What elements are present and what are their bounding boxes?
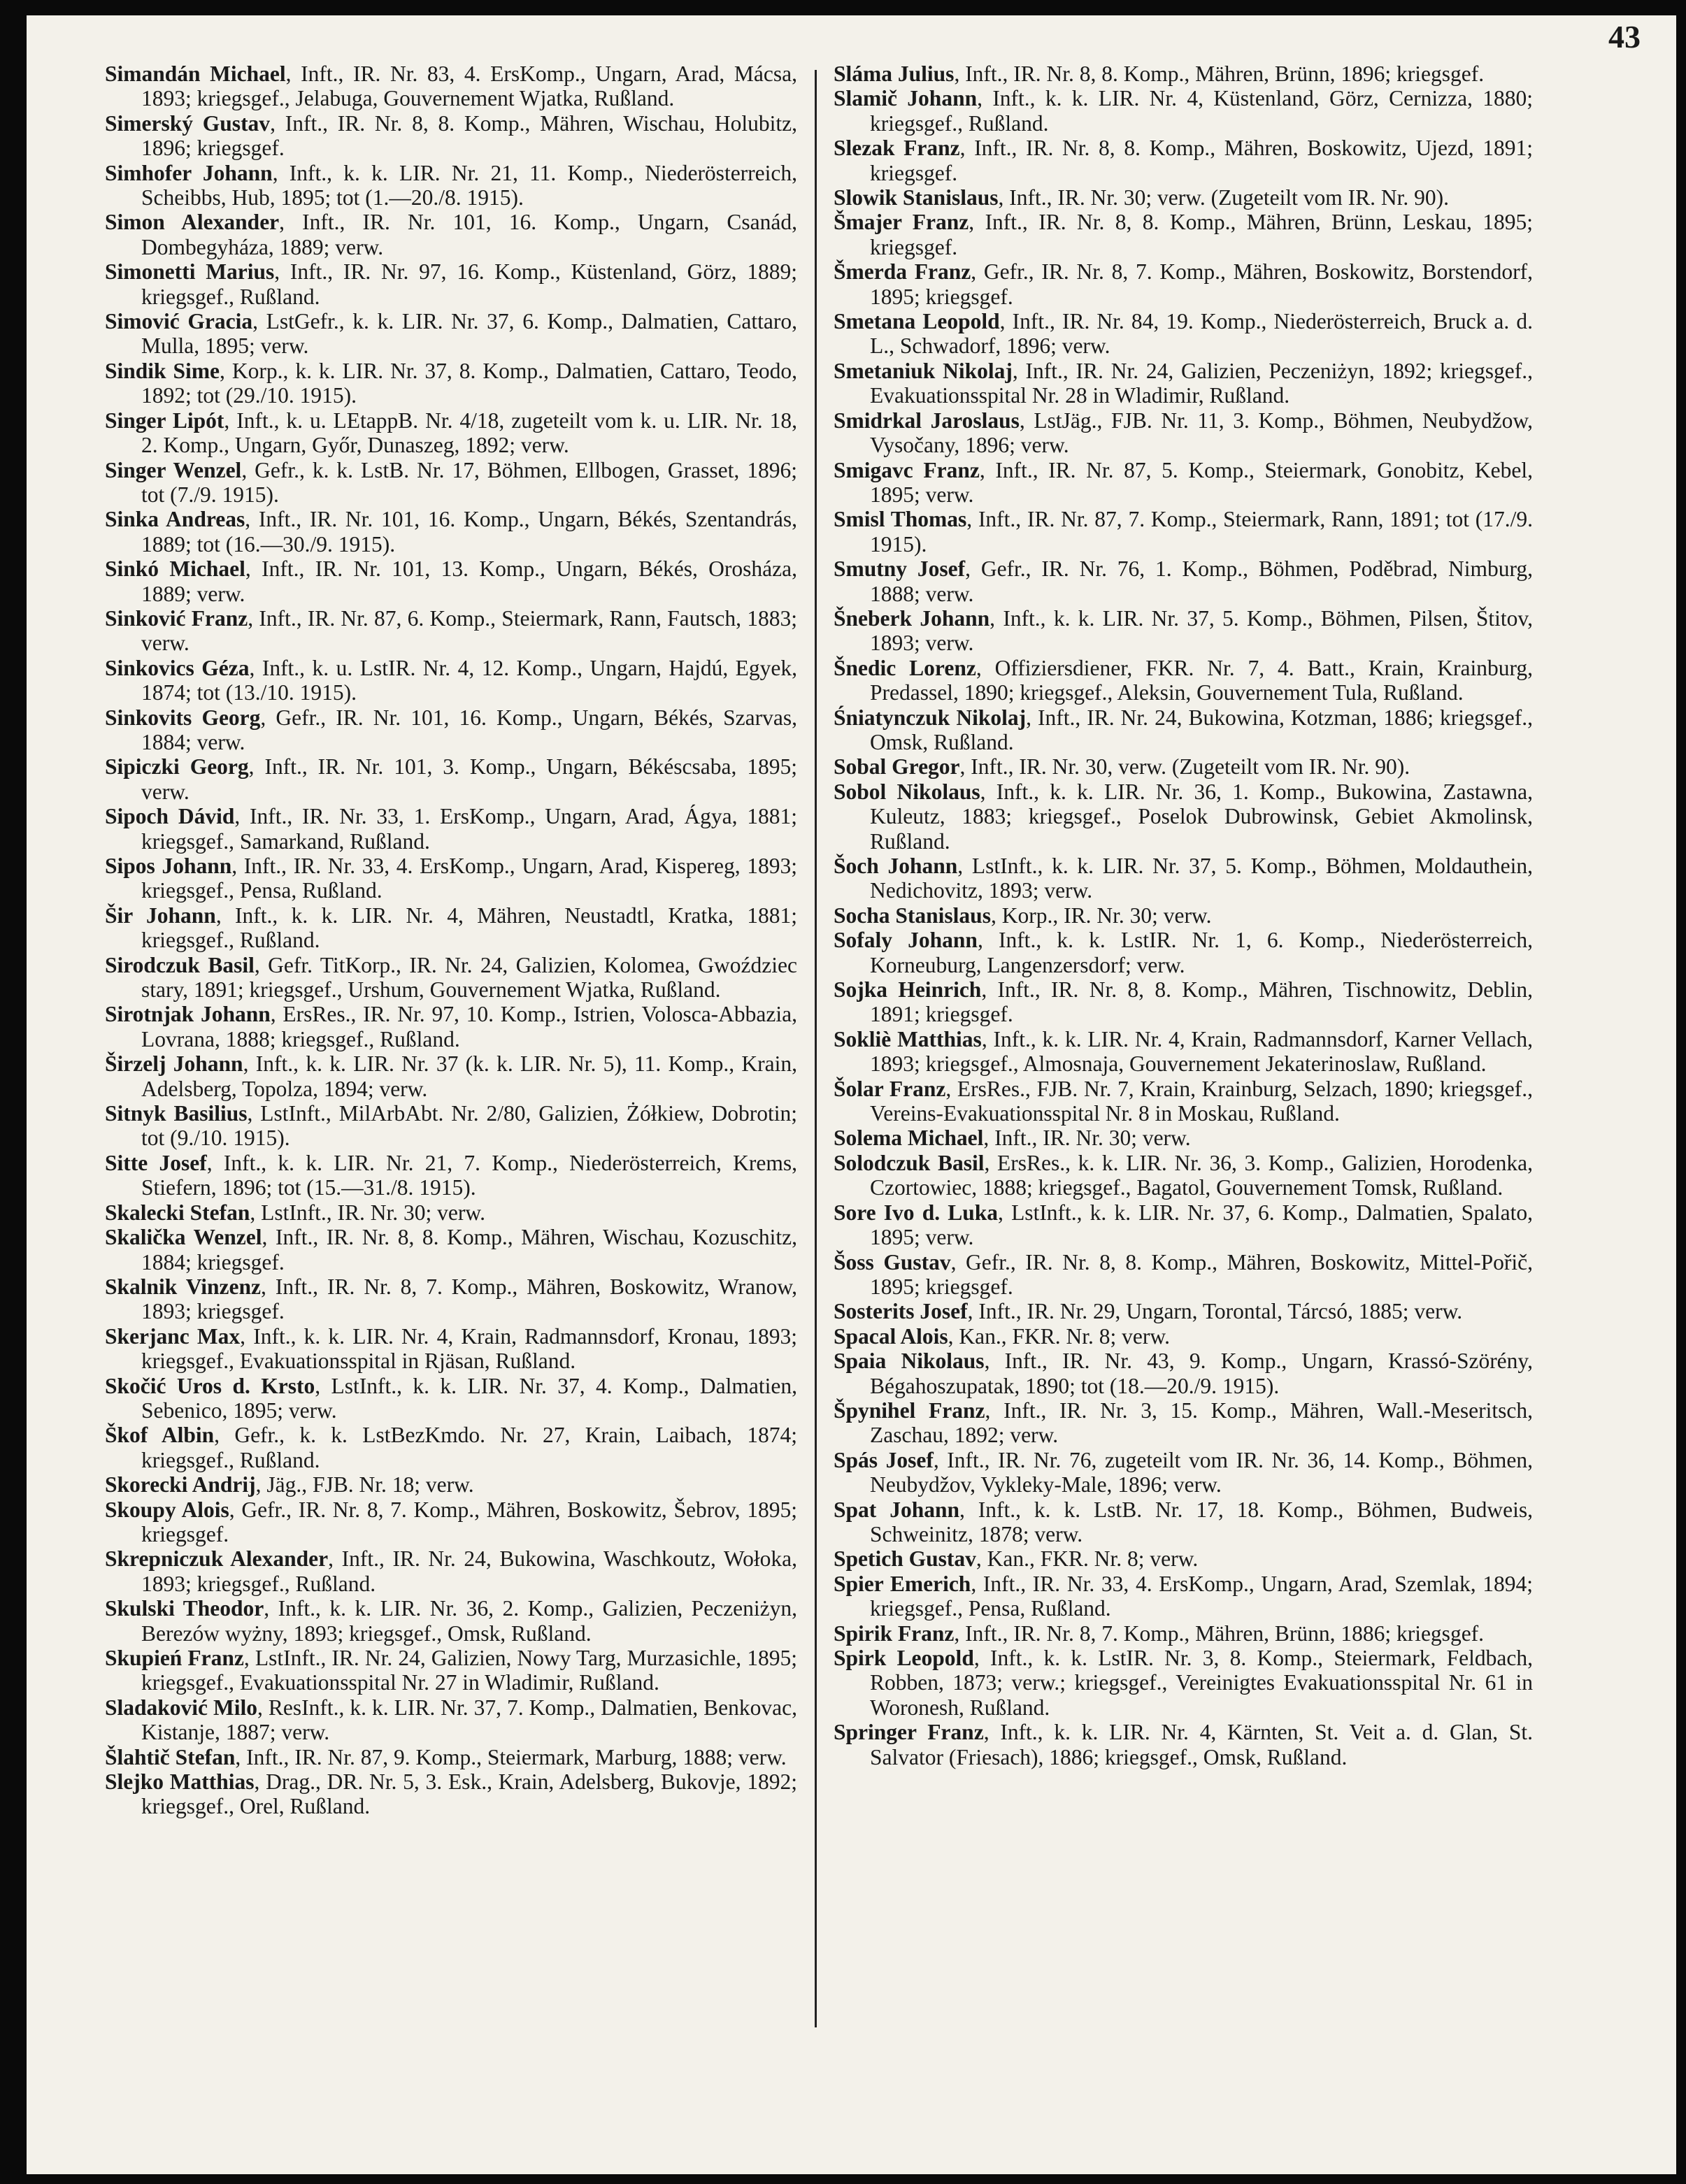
entry-name: Sobol Nikolaus [834,779,980,804]
entry-details: , Inft., IR. Nr. 33, 4. ErsKomp., Ungarn, Arad, Kispereg, 1893; kriegsgef., Pensa, Rußland. [141,854,797,903]
list-entry [834,606,1533,656]
entry-name: Simandán Michael [105,62,286,86]
entry-details: , Inft., k. k. LIR. Nr. 4, Küstenland, Görz, Cernizza, 1880; kriegsgef., Rußland. [870,86,1533,136]
entry-name: Spirik Franz [834,1621,955,1646]
entry-name: Spirk Leopold [834,1646,974,1670]
entry-details: , Gefr., IR. Nr. 76, 1. Komp., Böhmen, Poděbrad, Nimburg, 1888; verw. [870,556,1534,606]
list-entry [834,309,1533,359]
entry-details: , Inft., IR. Nr. 30; verw. [983,1126,1191,1151]
list-entry [105,804,797,854]
list-entry [834,1572,1533,1621]
entry-name: Skalecki Stefan [105,1200,250,1225]
list-entry [105,705,797,755]
scan-border-bottom [0,2174,1686,2184]
entry-name: Springer Franz [834,1720,984,1745]
entry-name: Šoss Gustav [834,1249,951,1274]
entry-details: , Inft., IR. Nr. 24, Bukowina, Kotzman, 1886; kriegsgef., Omsk, Rußland. [870,705,1533,754]
entry-details: , Gefr., k. k. LstBezKmdo. Nr. 27, Krain, Laibach, 1874; kriegsgef., Rußland. [141,1423,797,1472]
entry-details: , Inft., IR. Nr. 8, 8. Komp., Mähren, Wischau, Kozuschitz, 1884; kriegsgef. [141,1225,797,1274]
entry-details: , Jäg., FJB. Nr. 18; verw. [255,1472,474,1497]
list-entry [834,1299,1533,1323]
entry-details: , Drag., DR. Nr. 5, 3. Esk., Krain, Adelsberg, Bukovje, 1892; kriegsgef., Orel, Rußland. [141,1769,797,1819]
entry-name: Sojka Heinrich [834,977,982,1003]
entry-name: Sinković Franz [105,605,248,631]
entry-details: , Inft., k. k. LstIR. Nr. 3, 8. Komp., Steiermark, Feldbach, Robben, 1873; verw.; kriegsgef., Vereinigtes Evakuationsspital Nr. 61 in Woronesh, Rußland. [870,1646,1533,1720]
entry-name: Sinka Andreas [105,507,245,532]
entry-details: , LstInft., k. k. LIR. Nr. 37, 5. Komp., Böhmen, Moldauthein, Nedichovitz, 1893; verw. [870,854,1533,903]
entry-details: , Korp., IR. Nr. 30; verw. [990,903,1212,928]
entry-details: , Gefr., IR. Nr. 8, 8. Komp., Mähren, Boskowitz, Mittel-Pořič, 1895; kriegsgef. [870,1249,1533,1299]
entry-name: Spaia Nikolaus [834,1349,985,1374]
entry-name: Singer Wenzel [105,457,242,482]
entry-name: Sladaković Milo [105,1695,258,1720]
entry-details: , Inft., k. k. LIR. Nr. 37, 5. Komp., Böhmen, Pilsen, Štitov, 1893; verw. [870,605,1533,656]
list-entry [834,1027,1533,1077]
list-entry [834,1448,1533,1497]
column-divider [815,70,817,2027]
entry-details: , Inft., IR. Nr. 24, Galizien, Peczeniżyn, 1892; kriegsgef., Evakuationsspital Nr. 28 in Wladimir, Rußland. [870,358,1533,408]
list-entry [105,1695,797,1745]
list-entry [834,780,1533,854]
list-entry [834,1250,1533,1300]
entry-details: , Inft., k. k. LIR. Nr. 36, 1. Komp., Bukowina, Zastawna, Kuleutz, 1883; kriegsgef., Poselok Dubrowinsk, Gebiet Akmolinsk, Rußland. [870,779,1533,854]
list-entry [105,1596,797,1646]
entry-details: , Inft., IR. Nr. 101, 16. Komp., Ungarn, Békés, Szentandrás, 1889; tot (16.—30./9. 1915). [141,507,797,556]
entry-details: , LstInft., MilArbAbt. Nr. 2/80, Galizien, Żółkiew, Dobrotin; tot (9./10. 1915). [141,1101,797,1151]
entry-details: , Inft., IR. Nr. 43, 9. Komp., Ungarn, Krassó-Szörény, Bégahoszupatak, 1890; tot (18.—20./9. 1915). [870,1349,1533,1398]
entry-details: , Inft., IR. Nr. 76, zugeteilt vom IR. Nr. 36, 14. Komp., Böhmen, Neubydžov, Vykleky-Male, 1896; verw. [870,1447,1533,1497]
entry-details: , Inft., IR. Nr. 30; verw. (Zugeteilt vom IR. Nr. 90). [998,185,1449,210]
entry-name: Sirotnjak Johann [105,1002,271,1027]
entry-details: , Inft., k. k. LstIR. Nr. 1, 6. Komp., Niederösterreich, Korneuburg, Langenzersdorf; verw. [870,928,1533,977]
list-entry [834,1126,1533,1150]
entry-name: Solema Michael [834,1126,984,1151]
entry-details: , Korp., k. k. LIR. Nr. 37, 8. Komp., Dalmatien, Cattaro, Teodo, 1892; tot (29./10. 1915). [141,358,797,408]
entry-name: Simhofer Johann [105,160,273,185]
entry-name: Sofaly Johann [834,928,978,953]
entry-name: Skrepniczuk Alexander [105,1546,329,1572]
entry-name: Širzelj Johann [105,1051,243,1077]
list-entry [834,903,1533,928]
entry-name: Slamič Johann [834,86,978,111]
list-entry [834,1720,1533,1769]
list-entry [105,1200,797,1225]
entry-name: Sláma Julius [834,62,955,86]
list-entry [105,458,797,508]
entry-name: Smutny Josef [834,556,966,582]
entry-details: , Inft., IR. Nr. 87, 6. Komp., Steiermark, Rann, Fautsch, 1883; verw. [141,605,797,656]
list-entry [834,656,1533,705]
scan-border-top [0,0,1686,15]
entry-name: Špynihel Franz [834,1398,985,1423]
list-entry [105,1497,797,1547]
list-entry [834,507,1533,556]
list-entry [834,1200,1533,1250]
list-entry [105,903,797,953]
entry-details: , Offiziersdiener, FKR. Nr. 7, 4. Batt., Krain, Krainburg, Predassel, 1890; kriegsgef., Aleksin, Gouvernement Tula, Rußland. [870,655,1533,705]
entry-details: , Gefr., IR. Nr. 8, 7. Komp., Mähren, Boskowitz, Šebrov, 1895; kriegsgef. [141,1497,797,1546]
entry-name: Sosterits Josef [834,1299,968,1324]
entry-name: Šnedic Lorenz [834,655,976,680]
list-entry [105,1051,797,1101]
list-entry [834,185,1533,210]
entry-name: Šmajer Franz [834,210,969,235]
entry-name: Smidrkal Jaroslaus [834,408,1020,433]
entry-details: , ResInft., k. k. LIR. Nr. 37, 7. Komp., Dalmatien, Benkovac, Kistanje, 1887; verw. [141,1695,797,1745]
entry-name: Šir Johann [105,903,216,928]
entry-name: Šlahtič Stefan [105,1744,236,1769]
entry-name: Skerjanc Max [105,1323,241,1349]
entry-name: Spás Josef [834,1447,934,1472]
list-entry [834,556,1533,606]
list-entry [105,854,797,903]
list-entry [105,1646,797,1695]
entry-details: , Inft., IR. Nr. 33, 1. ErsKomp., Ungarn, Arad, Ágya, 1881; kriegsgef., Samarkand, Rußland. [141,804,797,854]
entry-details: , Inft., IR. Nr. 87, 5. Komp., Steiermark, Gonobitz, Kebel, 1895; verw. [870,457,1534,507]
entry-name: Socha Stanislaus [834,903,991,928]
list-entry [834,136,1533,185]
list-entry [105,1745,797,1769]
entry-details: , Inft., k. k. LIR. Nr. 37 (k. k. LIR. Nr. 5), 11. Komp., Krain, Adelsberg, Topolza, 1894; verw. [141,1051,797,1101]
entry-name: Slezak Franz [834,136,960,161]
entry-details: , LstGefr., k. k. LIR. Nr. 37, 6. Komp., Dalmatien, Cattaro, Mulla, 1895; verw. [141,309,797,359]
entry-details: , Inft., IR. Nr. 101, 16. Komp., Ungarn, Csanád, Dombegyháza, 1889; verw. [141,210,797,259]
list-entry [105,953,797,1003]
entry-details: , Inft., IR. Nr. 29, Ungarn, Torontal, Tárcsó, 1885; verw. [967,1299,1463,1324]
entry-details: , Inft., k. k. LIR. Nr. 4, Kärnten, St. Veit a. d. Glan, St. Salvator (Friesach), 1886; kriegsgef., Omsk, Rußland. [870,1720,1534,1769]
list-entry [105,359,797,408]
scan-border-left [0,0,27,2184]
entry-name: Skulski Theodor [105,1596,264,1621]
list-entry [105,210,797,259]
entry-name: Sobal Gregor [834,754,960,780]
entry-name: Slejko Matthias [105,1769,255,1795]
entry-details: , Inft., IR. Nr. 8, 8. Komp., Mähren, Boskowitz, Ujezd, 1891; kriegsgef. [870,136,1533,185]
list-entry [105,1274,797,1324]
entry-name: Skalnik Vinzenz [105,1274,262,1299]
list-entry [834,1349,1533,1398]
entry-name: Šolar Franz [834,1076,946,1101]
entry-name: Sipos Johann [105,854,232,878]
entry-name: Skupień Franz [105,1646,244,1670]
list-entry [105,556,797,606]
entry-name: Sirodczuk Basil [105,952,255,977]
list-entry [834,1646,1533,1720]
entry-details: , Inft., IR. Nr. 84, 19. Komp., Niederösterreich, Bruck a. d. L., Schwadorf, 1896; verw. [870,309,1533,359]
list-entry [834,1324,1533,1349]
entry-name: Skorecki Andrij [105,1472,256,1497]
entry-details: , Inft., IR. Nr. 24, Bukowina, Waschkoutz, Wołoka, 1893; kriegsgef., Rußland. [141,1546,797,1596]
entry-details: , Inft., k. u. LstIR. Nr. 4, 12. Komp., Ungarn, Hajdú, Egyek, 1874; tot (13./10. 1915). [141,655,798,705]
entry-name: Sipoch Dávid [105,804,235,829]
list-entry [834,1077,1533,1126]
right-column [834,62,1533,1769]
entry-name: Sinkovics Géza [105,655,250,680]
entry-details: , LstInft., k. k. LIR. Nr. 37, 6. Komp., Dalmatien, Spalato, 1895; verw. [870,1200,1533,1250]
list-entry [105,656,797,705]
entry-details: , LstInft., IR. Nr. 24, Galizien, Nowy Targ, Murzasichle, 1895; kriegsgef., Evakuationsspital Nr. 27 in Wladimir, Rußland. [141,1646,797,1695]
entry-details: , Inft., IR. Nr. 83, 4. ErsKomp., Ungarn, Arad, Mácsa, 1893; kriegsgef., Jelabuga, Gouvernement Wjatka, Rußland. [141,62,797,111]
entry-details: , Inft., IR. Nr. 8, 7. Komp., Mähren, Boskowitz, Wranow, 1893; kriegsgef. [141,1274,797,1324]
entry-details: , Inft., IR. Nr. 3, 15. Komp., Mähren, Wall.-Meseritsch, Zaschau, 1892; verw. [870,1398,1533,1448]
entry-details: , Inft., k. k. LIR. Nr. 36, 2. Komp., Galizien, Peczeniżyn, Berezów wyżny, 1893; kriegsgef., Omsk, Rußland. [141,1596,797,1646]
entry-details: , Kan., FKR. Nr. 8; verw. [976,1546,1199,1572]
entry-details: , Inft., IR. Nr. 33, 4. ErsKomp., Ungarn, Arad, Szemlak, 1894; kriegsgef., Pensa, Rußland. [870,1571,1533,1621]
list-entry [834,458,1533,508]
entry-name: Sore Ivo d. Luka [834,1200,999,1225]
entry-name: Skoupy Alois [105,1497,229,1522]
entry-details: , Inft., IR. Nr. 87, 9. Komp., Steiermark, Marburg, 1888; verw. [235,1744,787,1769]
page-number: 43 [1608,19,1641,55]
entry-details: , LstJäg., FJB. Nr. 11, 3. Komp., Böhmen, Neubydžow, Vysočany, 1896; verw. [870,408,1533,458]
entry-details: , Inft., IR. Nr. 8, 8. Komp., Mähren, Wischau, Holubitz, 1896; kriegsgef. [141,110,797,161]
list-entry [834,854,1533,903]
entry-details: , Inft., k. k. LIR. Nr. 21, 11. Komp., Niederösterreich, Scheibbs, Hub, 1895; tot (1.—20./8. 1915). [141,160,797,210]
list-entry [105,754,797,804]
entry-name: Sitte Josef [105,1150,207,1175]
entry-name: Spacal Alois [834,1323,948,1349]
entry-details: , Inft., IR. Nr. 97, 16. Komp., Küstenland, Görz, 1889; kriegsgef., Rußland. [141,259,797,309]
entry-name: Singer Lipót [105,408,224,433]
entry-details: , LstInft., k. k. LIR. Nr. 37, 4. Komp., Dalmatien, Sebenico, 1895; verw. [141,1373,797,1423]
entry-details: , Inft., k. k. LIR. Nr. 21, 7. Komp., Niederösterreich, Krems, Stiefern, 1896; tot (15.—31./8. 1915). [141,1150,797,1200]
entry-name: Skočić Uros d. Krsto [105,1373,315,1398]
list-entry [834,1151,1533,1200]
list-entry [105,606,797,656]
entry-details: , Gefr., k. k. LstB. Nr. 17, Böhmen, Ellbogen, Grasset, 1896; tot (7./9. 1915). [141,457,797,507]
entry-name: Solodczuk Basil [834,1150,985,1175]
entry-name: Smetana Leopold [834,309,1000,334]
entry-details: , Kan., FKR. Nr. 8; verw. [948,1323,1170,1349]
entry-name: Sindik Sime [105,358,220,383]
list-entry [105,62,797,111]
entry-name: Skalička Wenzel [105,1225,262,1250]
entry-name: Sipiczki Georg [105,754,249,780]
list-entry [834,705,1533,755]
entry-name: Simonetti Marius [105,259,275,285]
scan-border-right [1676,0,1686,2184]
entry-details: , Inft., IR. Nr. 30, verw. (Zugeteilt vom IR. Nr. 90). [959,754,1410,780]
list-entry [105,1472,797,1497]
entry-details: , Inft., IR. Nr. 8, 8. Komp., Mähren, Brünn, Leskau, 1895; kriegsgef. [870,210,1533,259]
entry-name: Šneberk Johann [834,605,990,631]
list-entry [834,928,1533,977]
entry-name: Sokliè Matthias [834,1026,982,1051]
entry-details: , Inft., k. k. LIR. Nr. 4, Krain, Radmannsdorf, Karner Vellach, 1893; kriegsgef., Almosnaja, Gouvernement Jekaterinoslaw, Rußland. [870,1026,1534,1077]
entry-details: , ErsRes., k. k. LIR. Nr. 36, 3. Komp., Galizien, Horodenka, Czortowiec, 1888; kriegsgef., Bagatol, Gouvernement Tomsk, Rußland. [870,1150,1533,1200]
list-entry [834,259,1533,309]
entry-name: Sitnyk Basilius [105,1101,248,1126]
list-entry [105,1769,797,1819]
list-entry [105,1151,797,1200]
list-entry [105,111,797,161]
list-entry [834,1497,1533,1547]
list-entry [105,1101,797,1151]
entry-name: Spat Johann [834,1497,959,1522]
entry-name: Sinkovits Georg [105,705,261,730]
list-entry [834,62,1533,86]
list-entry [834,359,1533,408]
entry-details: , Inft., k. k. LIR. Nr. 4, Krain, Radmannsdorf, Kronau, 1893; kriegsgef., Evakuationsspital in Rjäsan, Rußland. [141,1323,797,1374]
entry-details: , ErsRes., FJB. Nr. 7, Krain, Krainburg, Selzach, 1890; kriegsgef., Vereins-Evakuationsspital Nr. 8 in Moskau, Rußland. [870,1076,1534,1126]
entry-details: , LstInft., IR. Nr. 30; verw. [250,1200,485,1225]
entry-name: Sinkó Michael [105,556,245,582]
entry-details: , Inft., k. k. LstB. Nr. 17, 18. Komp., Böhmen, Budweis, Schweinitz, 1878; verw. [870,1497,1533,1546]
entry-details: , Inft., IR. Nr. 101, 3. Komp., Ungarn, Békéscsaba, 1895; verw. [141,754,797,804]
entry-details: , Inft., k. u. LEtappB. Nr. 4/18, zugeteilt vom k. u. LIR. Nr. 18, 2. Komp., Ungarn, Győr, Dunaszeg, 1892; verw. [141,408,798,458]
entry-name: Spier Emerich [834,1571,971,1596]
entry-details: , Gefr., IR. Nr. 8, 7. Komp., Mähren, Boskowitz, Borstendorf, 1895; kriegsgef. [870,259,1534,309]
list-entry [105,408,797,458]
entry-details: , Gefr., IR. Nr. 101, 16. Komp., Ungarn, Békés, Szarvas, 1884; verw. [141,705,797,754]
list-entry [834,210,1533,259]
entry-details: , Inft., IR. Nr. 8, 8. Komp., Mähren, Tischnowitz, Deblin, 1891; kriegsgef. [870,977,1534,1027]
list-entry [834,1546,1533,1571]
entry-details: , ErsRes., IR. Nr. 97, 10. Komp., Istrien, Volosca-Abbazia, Lovrana, 1888; kriegsgef., Rußland. [141,1002,797,1051]
entry-details: , Inft., k. k. LIR. Nr. 4, Mähren, Neustadtl, Kratka, 1881; kriegsgef., Rußland. [141,903,797,953]
entry-name: Spetich Gustav [834,1546,976,1572]
entry-details: , Inft., IR. Nr. 8, 7. Komp., Mähren, Brünn, 1886; kriegsgef. [954,1621,1485,1646]
list-entry [105,161,797,210]
list-entry [834,754,1533,779]
entry-details: , Inft., IR. Nr. 87, 7. Komp., Steiermark, Rann, 1891; tot (17./9. 1915). [870,507,1534,556]
entry-name: Śniatynczuk Nikolaj [834,705,1027,730]
entry-details: , Gefr. TitKorp., IR. Nr. 24, Galizien, Kolomea, Gwoździec stary, 1891; kriegsgef., Urshum, Gouvernement Wjatka, Rußland. [141,952,797,1003]
list-entry [834,1398,1533,1448]
list-entry [105,1324,797,1374]
entry-name: Simović Gracia [105,309,253,334]
entry-name: Simon Alexander [105,210,280,235]
list-entry [105,1546,797,1596]
list-entry [834,86,1533,136]
list-entry [105,309,797,359]
list-entry [834,1621,1533,1646]
list-entry [834,408,1533,458]
left-column [105,62,797,1819]
list-entry [105,1225,797,1274]
entry-name: Simerský Gustav [105,110,271,136]
entry-details: , Inft., IR. Nr. 101, 13. Komp., Ungarn, Békés, Orosháza, 1889; verw. [141,556,797,606]
list-entry [105,1423,797,1472]
entry-name: Smisl Thomas [834,507,967,532]
list-entry [105,507,797,556]
entry-name: Slowik Stanislaus [834,185,999,210]
entry-name: Škof Albin [105,1423,215,1448]
entry-name: Šmerda Franz [834,259,971,285]
list-entry [105,1002,797,1051]
list-entry [105,1374,797,1423]
entry-name: Smetaniuk Nikolaj [834,358,1013,383]
entry-name: Smigavc Franz [834,457,980,482]
entry-name: Šoch Johann [834,854,958,878]
list-entry [105,259,797,309]
list-entry [834,977,1533,1027]
entry-details: , Inft., IR. Nr. 8, 8. Komp., Mähren, Brünn, 1896; kriegsgef. [954,62,1485,86]
